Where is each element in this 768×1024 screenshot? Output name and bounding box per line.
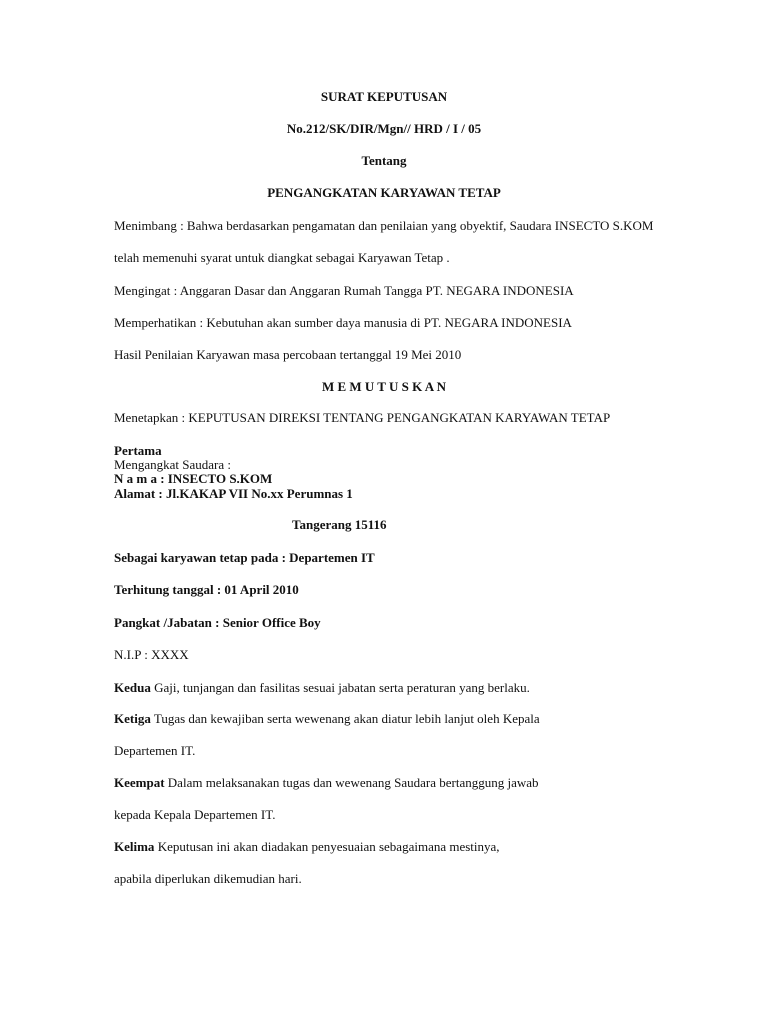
pertama-label: Pertama: [114, 443, 162, 458]
pertama-intro: Mengangkat Saudara :: [114, 457, 231, 472]
decision-heading: M E M U T U S K A N: [321, 379, 447, 394]
kelima-text-1: Keputusan ini akan diadakan penyesuaian sebagaimana mestinya,: [154, 839, 500, 854]
employee-department: Sebagai karyawan tetap pada : Departemen IT: [114, 550, 375, 565]
kelima-paragraph: [114, 839, 500, 855]
menimbang-line-2: telah memenuhi syarat untuk diangkat sebagai Karyawan Tetap .: [114, 250, 450, 265]
employee-name: N a m a : INSECTO S.KOM: [114, 471, 273, 486]
employee-nip: N.I.P : XXXX: [114, 647, 189, 662]
employee-city: Tangerang 15116: [292, 517, 387, 532]
kedua-text: Gaji, tunjangan dan fasilitas sesuai jabatan serta peraturan yang berlaku.: [150, 680, 530, 695]
ketiga-label: Ketiga: [114, 711, 151, 726]
document-number: No.212/SK/DIR/Mgn// HRD / I / 05: [286, 121, 482, 136]
employee-start-date: Terhitung tanggal : 01 April 2010: [114, 582, 299, 597]
memperhatikan-line: Memperhatikan : Kebutuhan akan sumber daya manusia di PT. NEGARA INDONESIA: [114, 315, 572, 330]
menimbang-line-1: Menimbang : Bahwa berdasarkan pengamatan dan penilaian yang obyektif, Saudara INSECTO S.KOM: [114, 218, 654, 233]
keempat-text-1: Dalam melaksanakan tugas dan wewenang Saudara bertanggung jawab: [164, 775, 539, 790]
kedua-paragraph: [114, 680, 530, 696]
employee-address: Alamat : Jl.KAKAP VII No.xx Perumnas 1: [114, 486, 353, 501]
kelima-label: Kelima: [114, 839, 155, 854]
ketiga-text-2: Departemen IT.: [114, 743, 196, 758]
keempat-paragraph: [114, 775, 539, 791]
document-title: SURAT KEPUTUSAN: [320, 89, 448, 104]
mengingat-line: Mengingat : Anggaran Dasar dan Anggaran Rumah Tangga PT. NEGARA INDONESIA: [114, 283, 574, 298]
keempat-label: Keempat: [114, 775, 165, 790]
menetapkan-line: Menetapkan : KEPUTUSAN DIREKSI TENTANG PENGANGKATAN KARYAWAN TETAP: [114, 410, 611, 425]
employee-position: Pangkat /Jabatan : Senior Office Boy: [114, 615, 321, 630]
kelima-text-2: apabila diperlukan dikemudian hari.: [114, 871, 302, 886]
keempat-text-2: kepada Kepala Departemen IT.: [114, 807, 276, 822]
document-subject: PENGANGKATAN KARYAWAN TETAP: [267, 185, 501, 200]
kedua-label: Kedua: [114, 680, 151, 695]
document-about: Tentang: [361, 153, 407, 168]
ketiga-text-1: Tugas dan kewajiban serta wewenang akan diatur lebih lanjut oleh Kepala: [150, 711, 540, 726]
hasil-penilaian-line: Hasil Penilaian Karyawan masa percobaan tertanggal 19 Mei 2010: [114, 347, 462, 362]
ketiga-paragraph: [114, 711, 540, 727]
